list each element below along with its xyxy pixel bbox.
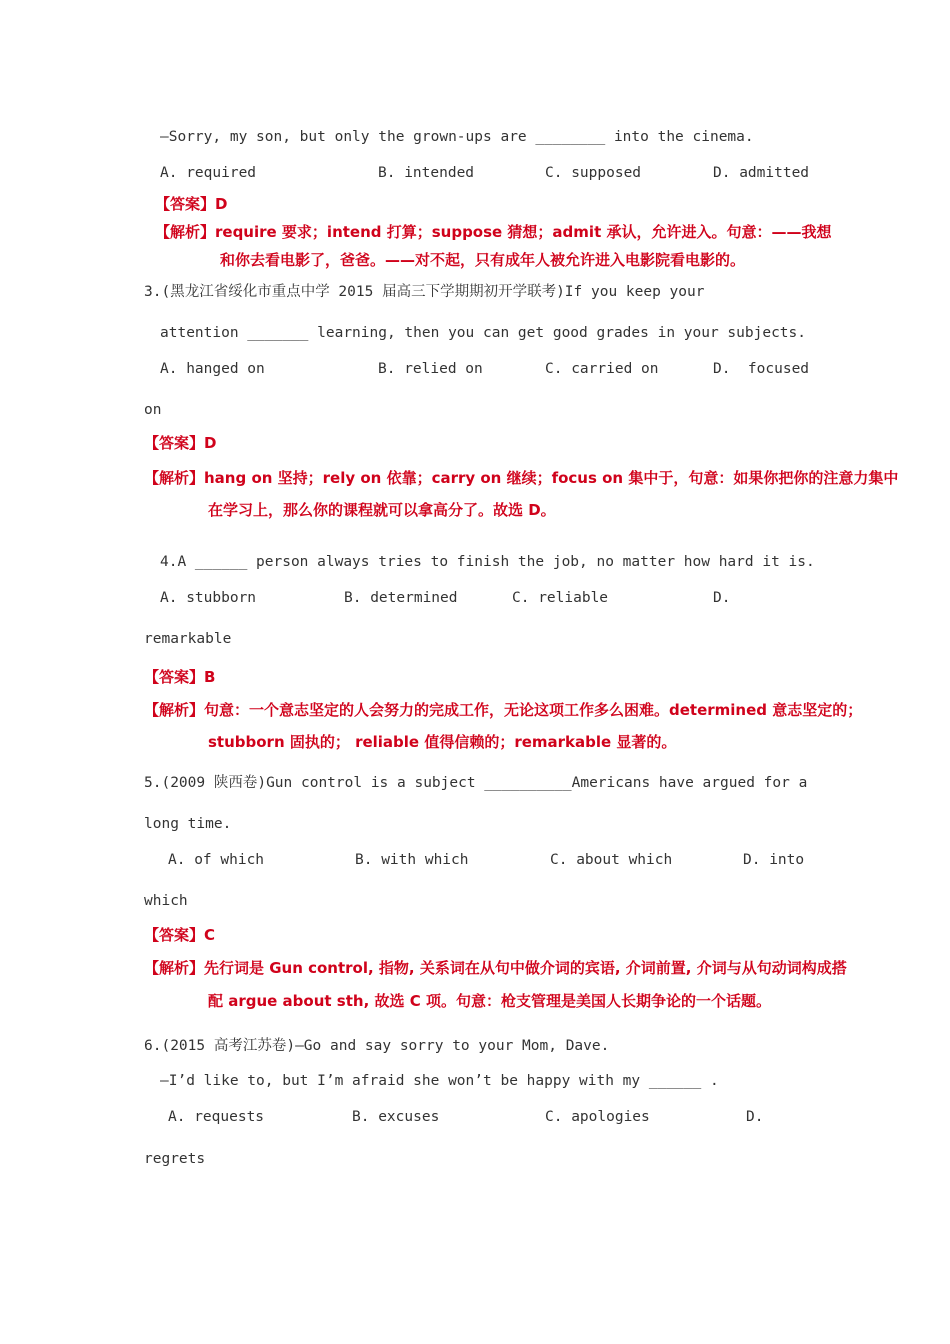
q3-option-a: A. hanged on [160, 361, 265, 377]
q3-option-c: C. carried on [545, 361, 659, 377]
q6-stem-line1: 6.(2015 高考江苏卷)—Go and say sorry to your Mom, Dave. [144, 1038, 610, 1054]
q2-option-a: A. required [160, 165, 257, 181]
q2-answer: 【答案】D [155, 195, 228, 213]
q4-option-d: D. [713, 590, 731, 606]
q5-option-d: D. into [743, 852, 805, 868]
q2-stem: —Sorry, my son, but only the grown-ups are ________ into the cinema. [160, 129, 754, 145]
q6-option-b: B. excuses [352, 1109, 440, 1125]
q2-option-d: D. admitted [713, 165, 810, 181]
q5-answer: 【答案】C [144, 926, 216, 944]
q6-option-c: C. apologies [545, 1109, 650, 1125]
q2-option-c: C. supposed [545, 165, 642, 181]
q2-explanation-line2: 和你去看电影了，爸爸。——对不起，只有成年人被允许进入电影院看电影的。 [220, 251, 746, 269]
q3-option-d-wrap: on [144, 402, 162, 418]
q4-option-c: C. reliable [512, 590, 609, 606]
q3-explanation-line1: 【解析】hang on 坚持；rely on 依靠；carry on 继续；focus on 集中于，句意：如果你把你的注意力集中 [144, 469, 899, 487]
q4-option-b: B. determined [344, 590, 458, 606]
q4-option-a: A. stubborn [160, 590, 257, 606]
q4-explanation-line2: stubborn 固执的； reliable 值得信赖的；remarkable 显著的。 [208, 733, 677, 751]
q5-option-a: A. of which [168, 852, 265, 868]
q6-stem-line2: —I’d like to, but I’m afraid she won’t be happy with my ______ . [160, 1073, 719, 1089]
q5-option-d-wrap: which [144, 893, 188, 909]
q6-option-d: D. [746, 1109, 764, 1125]
q5-stem-line1: 5.(2009 陕西卷)Gun control is a subject __________Americans have argued for a [144, 775, 808, 791]
q3-explanation-line2: 在学习上，那么你的课程就可以拿高分了。故选 D。 [208, 501, 556, 519]
q6-option-d-wrap: regrets [144, 1151, 206, 1167]
q5-explanation-line2: 配 argue about sth, 故选 C 项。句意：枪支管理是美国人长期争论的一个话题。 [208, 992, 771, 1010]
q3-option-b: B. relied on [378, 361, 483, 377]
q4-explanation-line1: 【解析】句意：一个意志坚定的人会努力的完成工作，无论这项工作多么困难。determined 意志坚定的； [144, 701, 863, 719]
q5-option-c: C. about which [550, 852, 673, 868]
q2-option-b: B. intended [378, 165, 475, 181]
q4-stem: 4.A ______ person always tries to finish the job, no matter how hard it is. [160, 554, 815, 570]
q2-explanation-line1: 【解析】require 要求；intend 打算；suppose 猜想；admit 承认，允许进入。句意：——我想 [155, 223, 832, 241]
q5-stem-line2: long time. [144, 816, 232, 832]
q6-option-a: A. requests [168, 1109, 265, 1125]
q3-answer: 【答案】D [144, 434, 217, 452]
q5-explanation-line1: 【解析】先行词是 Gun control, 指物, 关系词在从句中做介词的宾语, 介词前置, 介词与从句动词构成搭 [144, 959, 847, 977]
q3-stem-line2: attention _______ learning, then you can get good grades in your subjects. [160, 325, 807, 341]
q3-stem-line1: 3.(黑龙江省绥化市重点中学 2015 届高三下学期期初开学联考)If you keep your [144, 284, 705, 300]
q3-option-d: D. focused [713, 361, 810, 377]
q4-answer: 【答案】B [144, 668, 216, 686]
q5-option-b: B. with which [355, 852, 469, 868]
q4-option-d-wrap: remarkable [144, 631, 232, 647]
